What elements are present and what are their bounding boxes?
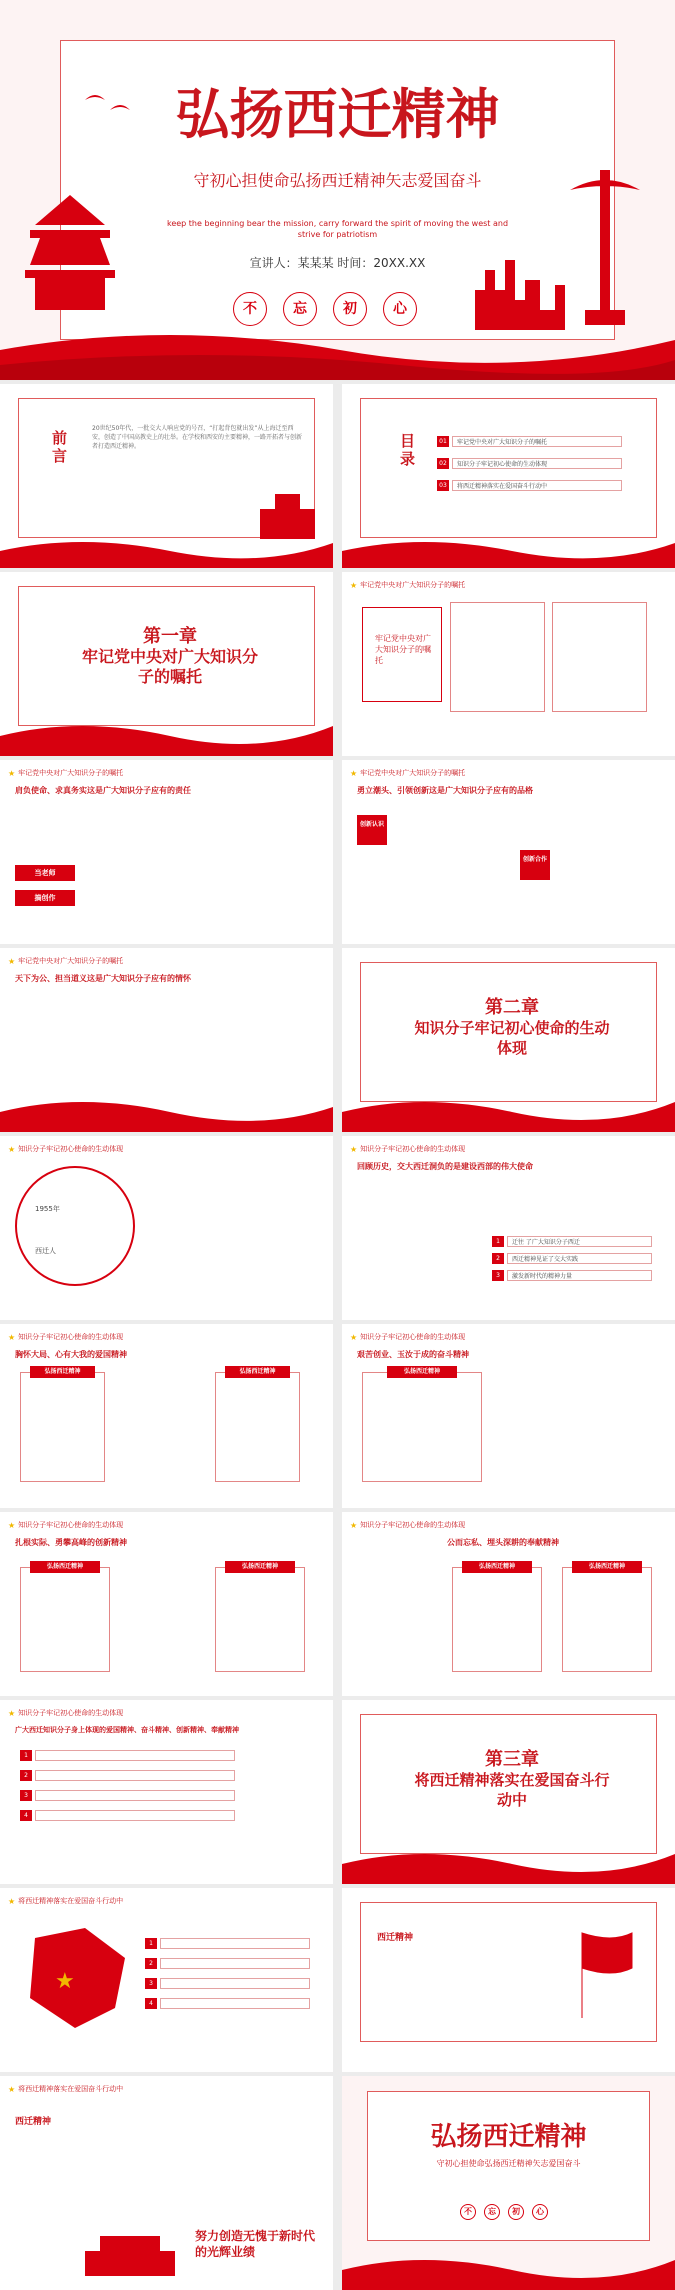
toc-item-3[interactable]: 将西迁精神落实在爱国奋斗行动中	[452, 480, 622, 491]
end-title: 弘扬西迁精神	[430, 2122, 587, 2152]
toc-label: 目录	[400, 432, 416, 468]
chapter-3-title: 将西迁精神落实在爱国奋斗行动中	[414, 1771, 610, 1809]
toc-item-2[interactable]: 知识分子牢记初心使命的生动体现	[452, 458, 622, 469]
cover-char-2: 忘	[283, 292, 317, 326]
slide-19-title: 西迁精神	[15, 2117, 52, 2127]
star-icon: ★	[350, 580, 358, 590]
city-skyline-icon	[470, 250, 580, 330]
cover-title: 弘扬西迁精神	[175, 82, 500, 146]
chapter-1-slide	[0, 572, 333, 756]
cover-char-4: 心	[383, 292, 417, 326]
slide-6-tag-1: 创新认识	[357, 815, 387, 845]
end-slide: 弘扬西迁精神 守初心担使命弘扬西迁精神矢志爱国奋斗 不 忘 初 心	[342, 2076, 675, 2290]
slide-18	[342, 1888, 675, 2072]
svg-text:★: ★	[55, 1969, 75, 1994]
chapter-3-no: 第三章	[485, 1749, 539, 1770]
slide-11: ★ 知识分子牢记初心使命的生动体现 胸怀大局、心有大我的爱国精神 弘扬西迁精神 弘扬西迁精神	[0, 1324, 333, 1508]
toc-item-1[interactable]: 牢记党中央对广大知识分子的嘱托	[452, 436, 622, 447]
slide-6: ★ 牢记党中央对广大知识分子的嘱托 勇立潮头、引领创新这是广大知识分子应有的品格 创新认识 创新合作	[342, 760, 675, 944]
temple-of-heaven-icon	[15, 190, 125, 320]
slide-13-title: 扎根实际、勇攀高峰的创新精神	[15, 1538, 127, 1547]
slide-17: ★ 将西迁精神落实在爱国奋斗行动中 ★ 1 2 3 4	[0, 1888, 333, 2072]
red-wave	[0, 320, 675, 380]
slide-14-title: 公而忘私、埋头深耕的奉献精神	[447, 1538, 559, 1547]
slide-18-title: 西迁精神	[377, 1933, 414, 1943]
slide-9-label-2: 西迁人	[35, 1247, 56, 1255]
slide-15: ★ 知识分子牢记初心使命的生动体现 广大西迁知识分子身上体现的爱国精神、奋斗精神、创新精神、奉献精神 1 2 3 4	[0, 1700, 333, 1884]
slide-6-title: 勇立潮头、引领创新这是广大知识分子应有的品格	[357, 786, 533, 795]
slide-12: ★ 知识分子牢记初心使命的生动体现 艰苦创业、玉汝于成的奋斗精神 弘扬西迁精神	[342, 1324, 675, 1508]
slide-11-title: 胸怀大局、心有大我的爱国精神	[15, 1350, 127, 1359]
slide-19-slogan: 努力创造无愧于新时代的光辉业绩	[195, 2229, 316, 2259]
slide-10: ★ 知识分子牢记初心使命的生动体现 回顾历史，交大西迁洞负的是建设西部的伟大使命 1 迁往 了广大知识分子西迁 2 西迁精神见证了交大实践 3 激发新时代的精神力量	[342, 1136, 675, 1320]
tiananmen-icon	[250, 479, 320, 539]
map-icon	[15, 1918, 135, 2038]
slide-4-card: 牢记党中央对广大知识分子的嘱托	[375, 634, 431, 665]
chapter-2-title: 知识分子牢记初心使命的生动体现	[414, 1019, 610, 1057]
slide-15-title: 广大西迁知识分子身上体现的爱国精神、奋斗精神、创新精神、奉献精神	[15, 1726, 239, 1734]
end-subtitle: 守初心担使命弘扬西迁精神矢志爱国奋斗	[436, 2159, 581, 2168]
slide-7-title: 天下为公、担当道义这是广大知识分子应有的情怀	[15, 974, 191, 983]
slide-4: ★ 牢记党中央对广大知识分子的嘱托 牢记党中央对广大知识分子的嘱托	[342, 572, 675, 756]
preface-label: 前言	[52, 429, 68, 465]
chapter-3-slide	[342, 1700, 675, 1884]
chapter-2-slide	[342, 948, 675, 1132]
preface-text: 20世纪50年代，一批交大人响应党的号召，“打起背包就出发”从上海迁至西安，创造了中国高教史上的壮举。在学校和西安的主要精神，一路开拓者与创新者打造西迁精神。	[92, 425, 303, 450]
slide-9-label-1: 1955年	[35, 1205, 60, 1213]
cover-subtitle: 守初心担使命弘扬西迁精神矢志爱国奋斗	[193, 171, 482, 190]
slide-7: ★ 牢记党中央对广大知识分子的嘱托 天下为公、担当道义这是广大知识分子应有的情怀	[0, 948, 333, 1132]
slide-5: ★ 牢记党中央对广大知识分子的嘱托 肩负使命、求真务实这是广大知识分子应有的责任 当老师 搞创作	[0, 760, 333, 944]
cover-presenter: 宣讲人：某某某 时间：20XX.XX	[249, 256, 426, 270]
slide-9: ★ 知识分子牢记初心使命的生动体现 1955年 西迁人	[0, 1136, 333, 1320]
cover-char-3: 初	[333, 292, 367, 326]
slide-12-title: 艰苦创业、玉汝于成的奋斗精神	[357, 1350, 469, 1359]
cover-slide	[0, 0, 675, 380]
slide-13: ★ 知识分子牢记初心使命的生动体现 扎根实际、勇攀高峰的创新精神 弘扬西迁精神 弘扬西迁精神	[0, 1512, 333, 1696]
slide-19: ★ 将西迁精神落实在爱国奋斗行动中 西迁精神 努力创造无愧于新时代的光辉业绩	[0, 2076, 333, 2290]
chapter-1-title: 牢记党中央对广大知识分子的嘱托	[81, 647, 258, 686]
slide-5-tag-2: 搞创作	[15, 890, 75, 906]
chapter-1-no: 第一章	[143, 626, 197, 647]
tiananmen-gate-icon	[80, 2226, 180, 2276]
preface-slide	[0, 384, 333, 568]
chapter-2-no: 第二章	[485, 997, 539, 1018]
slide-6-tag-2: 创新合作	[520, 850, 550, 880]
flag-icon	[572, 1928, 642, 2018]
slide-14: ★ 知识分子牢记初心使命的生动体现 公而忘私、埋头深耕的奉献精神 弘扬西迁精神 弘扬西迁精神	[342, 1512, 675, 1696]
cover-char-1: 不	[233, 292, 267, 326]
toc-slide: 目录 01 牢记党中央对广大知识分子的嘱托 02 知识分子牢记初心使命的生动体现 03 将西迁精神落实在爱国奋斗行动中	[342, 384, 675, 568]
slide-10-title: 回顾历史，交大西迁洞负的是建设西部的伟大使命	[357, 1162, 533, 1171]
cover-english: keep the beginning bear the mission, carry forward the spirit of moving the west and strive for patriotism	[166, 219, 509, 239]
slide-5-tag-1: 当老师	[15, 865, 75, 881]
slide-5-title: 肩负使命、求真务实这是广大知识分子应有的责任	[15, 786, 191, 795]
